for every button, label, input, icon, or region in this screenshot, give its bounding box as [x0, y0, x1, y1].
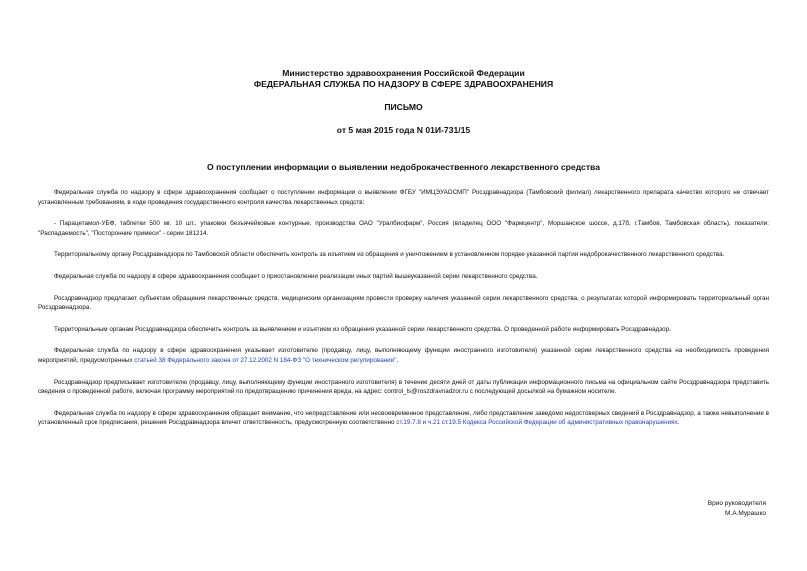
- signature-title: Врио руководителя: [707, 500, 766, 507]
- paragraph-2: - Парацетамол-УБФ, таблетки 500 мг. 10 шт., упаковки безъячейковые контурные, производства ОАО "Уралбиофарм", Россия (владелец ООО "Фармцентр", Моршанское шоссе, д.17б, г.Тамбов, Тамбовская область), показатели: "Распадаемость", "Посторонние примеси" - серии 181214.: [38, 220, 769, 237]
- law-184-fz-link[interactable]: статьей 38 Федерального закона от 27.12.2002 N 184-ФЗ "О техническом регулировании": [134, 356, 397, 364]
- document-subject: О поступлении информации о выявлении недоброкачественного лекарственного средства: [207, 162, 600, 172]
- paragraph-1: Федеральная служба по надзору в сфере здравоохранения сообщает о поступлении информации о выявлении ФГБУ "ИМЦЭУАОСМП" Росздравнадзора (Тамбовский филиал) лекарственного препарата качество которого не отвечает установленным требованиям, в ходе проведения государственного контроля качества лекарственных средств:: [38, 189, 769, 206]
- signature-name: М.А.Мурашко: [724, 510, 766, 517]
- paragraph-9-text: Федеральная служба по надзору в сфере здравоохранения обращает внимание, что непредставление или несвоевременное представление, либо представление заведомо недостоверных сведений в Росздравнадзор, а также невыполнение в установленный срок предписания, решения Росздравнадзора влечет ответственность, предусмотренную соответственно: [38, 409, 769, 427]
- paragraph-7: [38, 346, 769, 365]
- service-heading: ФЕДЕРАЛЬНАЯ СЛУЖБА ПО НАДЗОРУ В СФЕРЕ ЗДРАВООХРАНЕНИЯ: [253, 79, 554, 89]
- article-19-7-8-link[interactable]: ст.19.7.8: [396, 419, 421, 427]
- paragraph-4: Федеральная служба по надзору в сфере здравоохранения сообщает о приостановлении реализации иных партий вышеуказанной серии лекарственного средства.: [54, 272, 538, 280]
- paragraph-6: Территориальным органам Росздравнадзора обеспечить контроль за выявлением и изъятием из обращения указанной серии лекарственного средства. О проведенной работе информировать Росздравнадзор.: [54, 325, 671, 333]
- paragraph-5: Росздравнадзор предлагает субъектам обращения лекарственных средств, медицинским организациям провести проверку наличия указанной серии лекарственного средства, о результатах которой информировать территориальный орган Росздравнадзора.: [38, 294, 769, 312]
- paragraph-9-end: .: [677, 419, 680, 427]
- ministry-heading: Министерство здравоохранения Российской Федерации: [282, 68, 525, 78]
- paragraph-9: [38, 409, 769, 428]
- paragraph-3: Территориальному органу Росздравнадзора по Тамбовской области обеспечить контроль за изъятием из обращения и уничтожением в установленном порядке указанной партии недоброкачественного лекарственного средства.: [54, 251, 725, 259]
- koap-link[interactable]: и ч.21 ст.19.5 Кодекса Российской Федерации об административных правонарушениях: [422, 419, 678, 427]
- signature-block: [708, 499, 766, 519]
- document-type: ПИСЬМО: [384, 102, 423, 112]
- document-body: [38, 188, 769, 428]
- paragraph-7-end: .: [396, 356, 399, 364]
- document-date-number: от 5 мая 2015 года N 01И-731/15: [336, 125, 471, 135]
- paragraph-8: Росздравнадзор предписывает изготовителю (продавцу, лицу, выполняющему функции иностранного изготовителя) в течение десяти дней от даты публикации информационного письма на официальном сайте Росздравнадзора представить сведения о проведенной работе, включая программу мероприятий по предотвращению причинения вреда, на адрес: control_ls@roszdravnadzor.ru с последующей досылкой на бумажном носителе.: [38, 378, 769, 396]
- paragraph-7-text: Федеральная служба по надзору в сфере здравоохранения указывает изготовителю (продавцу, лицу, выполняющему функции иностранного изготовителя) указанной серии лекарственного средства на необходимость проведения мероприятий, предусмотренных: [38, 347, 769, 364]
